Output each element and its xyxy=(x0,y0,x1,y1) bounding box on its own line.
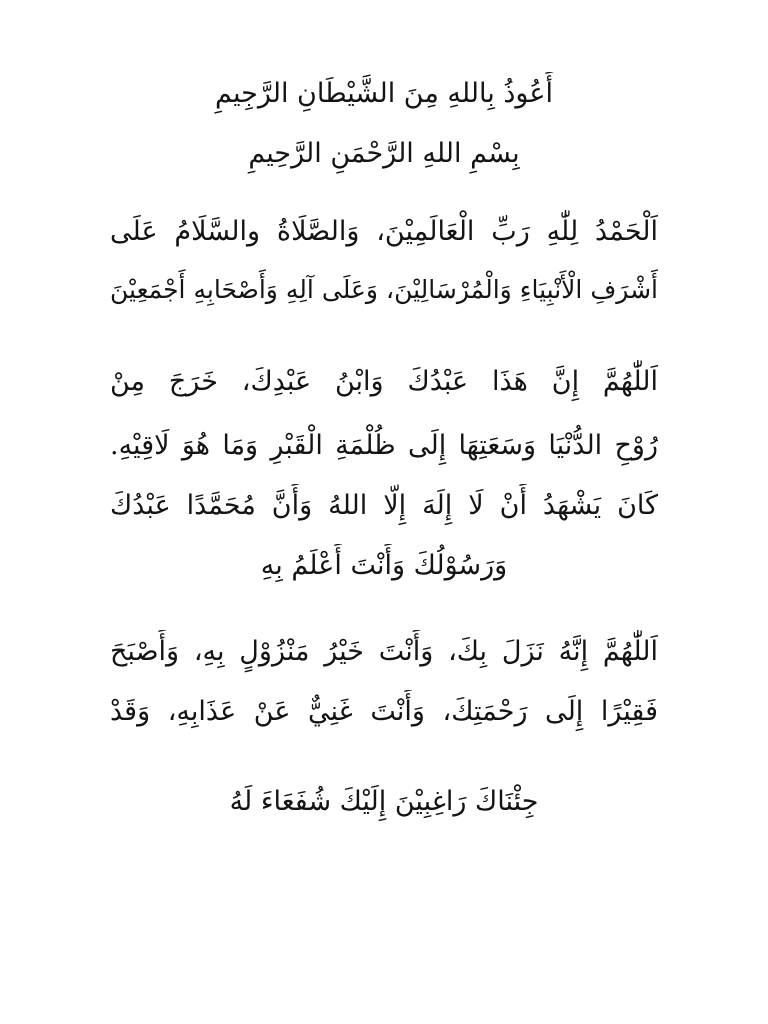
dua1-line-3: كَانَ يَشْهَدُ أَنْ لَا إِلَهَ إِلَّا اللهُ وَأَنَّ مُحَمَّدًا عَبْدُكَ xyxy=(110,490,658,521)
closing-line: جِئْنَاكَ رَاغِبِيْنَ إِلَيْكَ شُفَعَاءَ لَهُ xyxy=(229,786,539,817)
praise-line-1: اَلْحَمْدُ لِلّٰهِ رَبِّ الْعَالَمِيْنَ، وَالصَّلَاةُ والسَّلَامُ عَلَى xyxy=(110,216,658,247)
dua2-line-1: اَللّٰهُمَّ إِنَّهُ نَزَلَ بِكَ، وَأَنْتَ خَيْرُ مَنْزُوْلٍ بِهِ، وَأَصْبَحَ xyxy=(110,636,658,667)
dua2-line-2: فَقِيْرًا إِلَى رَحْمَتِكَ، وَأَنْتَ غَنِيٌّ عَنْ عَذَابِهِ، وَقَدْ xyxy=(110,696,658,727)
taawwudh-line: أَعُوذُ بِاللهِ مِنَ الشَّيْطَانِ الرَّجِيمِ xyxy=(215,78,553,109)
dua1-line-4: وَرَسُوْلُكَ وَأَنْتَ أَعْلَمُ بِهِ xyxy=(260,550,508,581)
dua1-line-2: رُوْحِ الدُّنْيَا وَسَعَتِهَا إِلَى ظُلْمَةِ الْقَبْرِ وَمَا هُوَ لَاقِيْهِ. xyxy=(110,430,658,461)
dua1-line-1: اَللّٰهُمَّ إِنَّ هَذَا عَبْدُكَ وَابْنُ عَبْدِكَ، خَرَجَ مِنْ xyxy=(110,366,658,397)
basmala-line: بِسْمِ اللهِ الرَّحْمَنِ الرَّحِيمِ xyxy=(248,138,520,169)
praise-line-2: أَشْرَفِ الْأَنْبِيَاءِ وَالْمُرْسَالِيْنَ، وَعَلَى آلِهِ وَأَصْحَابِهِ أَجْمَعِيْنَ xyxy=(110,275,658,304)
